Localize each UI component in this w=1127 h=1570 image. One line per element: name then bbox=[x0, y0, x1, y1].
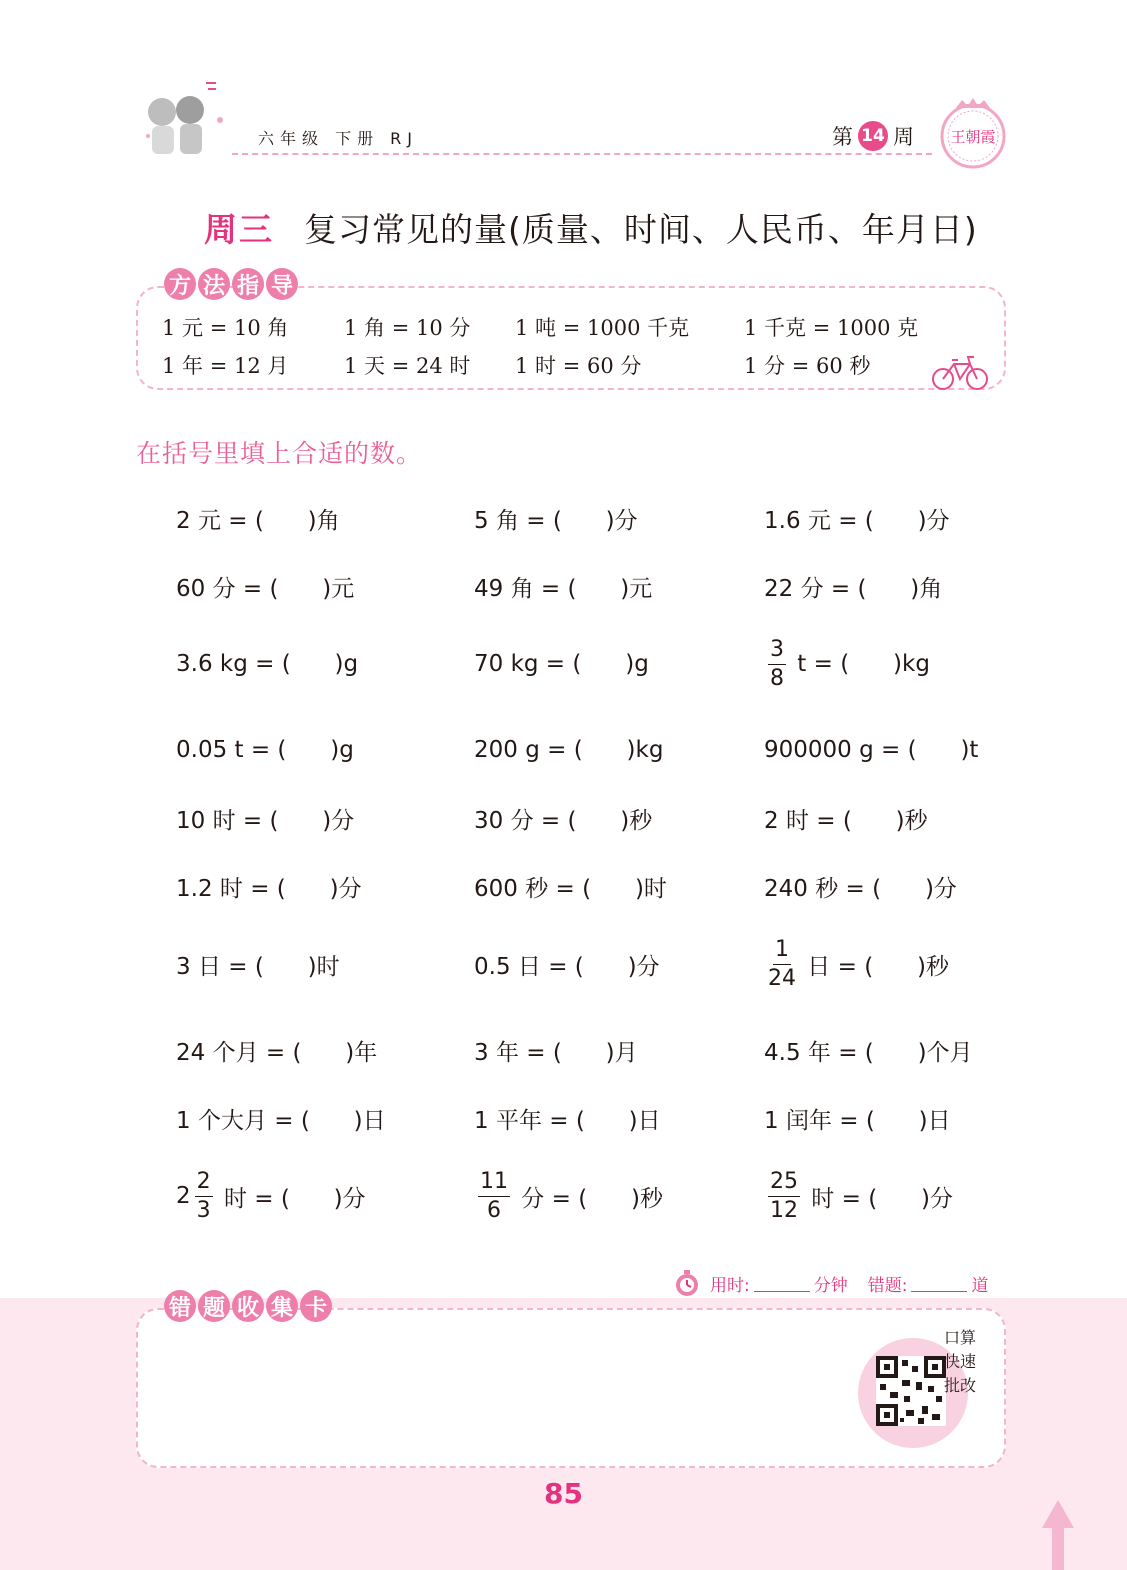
exercise-text: 70 kg = ( )g bbox=[474, 651, 649, 677]
tab-char: 卡 bbox=[300, 1290, 332, 1322]
grade-label: 六年级 下册 RJ bbox=[258, 129, 419, 148]
svg-text:王朝霞: 王朝霞 bbox=[950, 128, 996, 146]
exercise-text: 3 日 = ( )时 bbox=[176, 953, 340, 980]
exercise-text: 日 = ( )秒 bbox=[800, 953, 950, 980]
exercise-item bbox=[176, 720, 354, 780]
author-stamp-logo bbox=[936, 96, 1010, 170]
exercise-item bbox=[176, 934, 340, 994]
exercise-text: 4.5 年 = ( )个月 bbox=[764, 1039, 973, 1066]
exercise-item bbox=[764, 1166, 953, 1226]
exercise-item bbox=[764, 720, 978, 780]
fact-item: 1 分 = 60 秒 bbox=[744, 354, 871, 378]
exercise-item bbox=[474, 1088, 661, 1148]
exercise-item bbox=[176, 556, 354, 616]
fraction bbox=[478, 1168, 510, 1223]
fraction-numerator: 1 bbox=[773, 939, 791, 965]
exercise-item bbox=[764, 934, 949, 994]
exercise-text: 49 角 = ( )元 bbox=[474, 575, 653, 602]
fraction-denominator: 24 bbox=[768, 965, 796, 991]
instruction-text: 在括号里填上合适的数。 bbox=[136, 439, 423, 468]
page-title: 复习常见的量(质量、时间、人民币、年月日) bbox=[304, 210, 978, 249]
week-prefix: 第 bbox=[832, 125, 853, 149]
exercise-item bbox=[474, 556, 652, 616]
title-day: 周三 bbox=[204, 210, 274, 249]
tab-char: 法 bbox=[198, 268, 230, 300]
exercise-text: 3.6 kg = ( )g bbox=[176, 651, 359, 677]
fact-item: 1 角 = 10 分 bbox=[344, 316, 471, 340]
tab-char: 指 bbox=[232, 268, 264, 300]
exercise-item bbox=[474, 720, 663, 780]
tab-char: 方 bbox=[164, 268, 196, 300]
exercise-text: 2 时 = ( )秒 bbox=[764, 807, 928, 834]
exercise-item bbox=[764, 1020, 973, 1080]
exercise-item bbox=[474, 1020, 638, 1080]
fraction-denominator: 12 bbox=[770, 1197, 798, 1223]
qr-code-icon[interactable] bbox=[876, 1356, 946, 1426]
fraction bbox=[768, 1168, 800, 1223]
exercise-text: 3 年 = ( )月 bbox=[474, 1039, 638, 1066]
time-used-label: 用时: bbox=[710, 1275, 750, 1296]
exercise-text: 22 分 = ( )角 bbox=[764, 575, 943, 602]
exercise-item bbox=[474, 856, 667, 916]
errors-count-field[interactable] bbox=[911, 1275, 967, 1292]
fraction bbox=[768, 636, 786, 691]
children-illustration bbox=[140, 76, 236, 162]
exercise-text: 时 = ( )分 bbox=[804, 1185, 954, 1212]
fact-item: 1 年 = 12 月 bbox=[162, 354, 289, 378]
fact-item: 1 元 = 10 角 bbox=[162, 316, 289, 340]
exercise-text: 1.2 时 = ( )分 bbox=[176, 875, 362, 902]
page-number: 85 bbox=[544, 1477, 583, 1510]
exercise-item bbox=[474, 934, 660, 994]
exercise-text: 1 闰年 = ( )日 bbox=[764, 1107, 951, 1134]
errors-unit: 道 bbox=[971, 1275, 989, 1296]
minutes-unit: 分钟 bbox=[813, 1275, 848, 1296]
fact-item: 1 天 = 24 时 bbox=[344, 354, 471, 378]
stopwatch-icon bbox=[672, 1268, 702, 1298]
exercise-item bbox=[176, 788, 354, 848]
fraction-numerator: 2 bbox=[195, 1171, 213, 1197]
exercise-item bbox=[764, 788, 928, 848]
exercise-item bbox=[176, 856, 362, 916]
fraction-denominator: 8 bbox=[770, 665, 784, 691]
exercise-item bbox=[764, 556, 942, 616]
tab-char: 收 bbox=[232, 1290, 264, 1322]
exercise-item bbox=[176, 1088, 386, 1148]
tab-char: 导 bbox=[266, 268, 298, 300]
exercise-text: 0.05 t = ( )g bbox=[176, 737, 354, 763]
exercise-text: 时 = ( )分 bbox=[216, 1185, 366, 1212]
exercise-item bbox=[176, 1020, 377, 1080]
time-record bbox=[672, 1268, 988, 1298]
fraction-denominator: 6 bbox=[487, 1197, 501, 1223]
fraction bbox=[768, 936, 796, 991]
arrow-up-icon bbox=[1040, 1500, 1076, 1570]
exercise-text: 30 分 = ( )秒 bbox=[474, 807, 653, 834]
fact-item: 1 吨 = 1000 千克 bbox=[515, 316, 690, 340]
exercise-text: 900000 g = ( )t bbox=[764, 737, 979, 763]
tab-char: 题 bbox=[198, 1290, 230, 1322]
exercise-text: 200 g = ( )kg bbox=[474, 737, 664, 763]
exercise-text: 240 秒 = ( )分 bbox=[764, 875, 957, 902]
exercise-item bbox=[764, 856, 957, 916]
fraction-numerator: 11 bbox=[478, 1171, 510, 1197]
exercise-item bbox=[474, 634, 649, 694]
fact-item: 1 千克 = 1000 克 bbox=[744, 316, 919, 340]
exercise-text: 60 分 = ( )元 bbox=[176, 575, 355, 602]
tab-char: 集 bbox=[266, 1290, 298, 1322]
exercise-item bbox=[176, 634, 358, 694]
bicycle-icon bbox=[930, 352, 990, 392]
exercise-text: 0.5 日 = ( )分 bbox=[474, 953, 660, 980]
mixed-number-whole: 2 bbox=[176, 1183, 191, 1209]
week-indicator bbox=[832, 121, 914, 151]
fact-item: 1 时 = 60 分 bbox=[515, 354, 642, 378]
header-divider bbox=[232, 153, 932, 155]
exercise-text: 1.6 元 = ( )分 bbox=[764, 507, 950, 534]
exercise-text: 分 = ( )秒 bbox=[514, 1185, 664, 1212]
exercise-text: t = ( )kg bbox=[790, 651, 930, 677]
fraction-numerator: 25 bbox=[768, 1171, 800, 1197]
exercise-item bbox=[474, 488, 638, 548]
week-number: 14 bbox=[858, 121, 888, 151]
errors-label: 错题: bbox=[867, 1275, 908, 1296]
exercise-item bbox=[474, 1166, 663, 1226]
exercise-item bbox=[176, 488, 340, 548]
exercise-item bbox=[764, 1088, 951, 1148]
exercise-text: 10 时 = ( )分 bbox=[176, 807, 355, 834]
exercise-text: 1 个大月 = ( )日 bbox=[176, 1107, 386, 1134]
exercise-text: 2 元 = ( )角 bbox=[176, 507, 340, 534]
exercise-item bbox=[764, 488, 950, 548]
fraction-numerator: 3 bbox=[768, 639, 786, 665]
qr-caption: 口算快速批改 bbox=[944, 1328, 977, 1395]
tab-char: 错 bbox=[164, 1290, 196, 1322]
exercise-item bbox=[474, 788, 652, 848]
time-used-field[interactable] bbox=[754, 1275, 810, 1292]
exercise-text: 600 秒 = ( )时 bbox=[474, 875, 667, 902]
week-suffix: 周 bbox=[893, 125, 914, 149]
fraction-denominator: 3 bbox=[196, 1197, 211, 1223]
method-guide-tab bbox=[164, 268, 298, 300]
exercise-text: 1 平年 = ( )日 bbox=[474, 1107, 661, 1134]
exercise-text: 5 角 = ( )分 bbox=[474, 507, 638, 534]
error-card-tab bbox=[164, 1290, 332, 1322]
exercise-item bbox=[764, 634, 930, 694]
exercise-item bbox=[176, 1166, 366, 1226]
fraction bbox=[195, 1168, 213, 1223]
exercise-text: 24 个月 = ( )年 bbox=[176, 1039, 378, 1066]
